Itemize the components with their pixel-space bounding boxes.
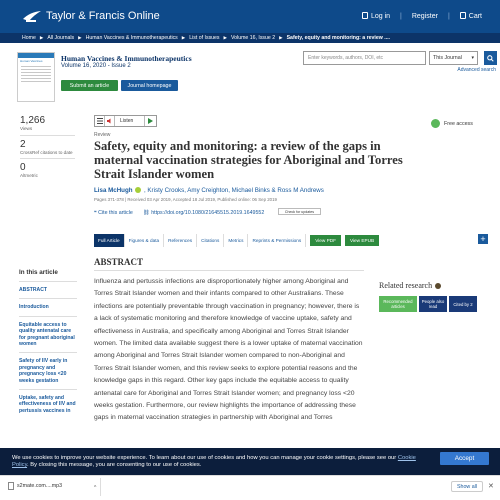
- journal-homepage-button[interactable]: Journal homepage: [121, 80, 178, 91]
- view-epub-button[interactable]: View EPUB: [345, 235, 379, 246]
- article-outline: [19, 281, 77, 419]
- chevron-right-icon: ▶: [223, 35, 227, 40]
- publication-history: Pages 371-378 | Received 03 Apr 2019, Accepted 18 Jul 2019, Published online: 06 Sep 2019: [94, 197, 277, 202]
- breadcrumb-volume[interactable]: Volume 16, Issue 2: [231, 35, 276, 41]
- advanced-search-link[interactable]: Advanced search: [457, 67, 496, 73]
- quote-icon: ❝: [94, 210, 99, 216]
- chevron-right-icon: ▶: [39, 35, 44, 40]
- tab-recommended-articles[interactable]: Recommended articles: [379, 296, 417, 312]
- abstract-text: Influenza and pertussis infections are disproportionately higher among Aboriginal and Torres Strait Islander women and their infants compared to other Australians. These infections are potentially preventable through vaccination in pregnancy; however, there is a lack of systematic monitoring and therefore knowledge of vaccine uptake, safety and effectiveness in Australia, and specifically among Aboriginal and Torres Strait Islander women. The limited data available suggest there is a lower uptake of maternal vaccination among Aboriginal and Torres Strait Islander women compared to non-Aboriginal and Torres Strait Islander women, and this review seeks to explore potential reasons and the knowledge gaps in this regard. Other key gaps include the equitable access to quality antenatal care for Aboriginal and Torres Strait Islander women; and pregnancy loss <20 weeks gestation. Furthermore, our review highlights the importance of addressing these gaps in maternal vaccination strategies in partnership with Aboriginal and Torres: [94, 278, 363, 422]
- views-count: 1,266: [20, 115, 46, 126]
- outline-item-abstract[interactable]: ABSTRACT: [19, 281, 77, 298]
- brand-name: Taylor & Francis Online: [46, 10, 160, 22]
- outline-item-introduction[interactable]: Introduction: [19, 298, 77, 315]
- altmetric-label: Altmetric: [20, 173, 38, 178]
- outline-item-uptake-safety[interactable]: Uptake, safety and effectiveness of IIV and pertussis vaccines in: [19, 389, 77, 419]
- view-pdf-button[interactable]: View PDF: [310, 235, 341, 246]
- journal-cover-image[interactable]: [17, 52, 55, 102]
- in-this-article-heading: In this article: [19, 269, 58, 276]
- journal-title[interactable]: Human Vaccines & Immunotherapeutics: [61, 54, 192, 63]
- search-input[interactable]: Enter keywords, authors, DOI, etc: [303, 51, 426, 65]
- check-for-updates-badge[interactable]: Check for updates: [278, 208, 321, 215]
- unlock-icon: [431, 119, 440, 128]
- cart-link[interactable]: Cart: [460, 12, 482, 20]
- download-bar: [0, 475, 500, 500]
- breadcrumb: [0, 33, 500, 43]
- listen-widget[interactable]: [94, 115, 157, 127]
- article-metrics: [20, 115, 80, 182]
- chevron-right-icon: ▶: [181, 35, 186, 40]
- search-icon: [487, 55, 494, 62]
- file-icon: [8, 482, 14, 490]
- cite-article-link[interactable]: ❝ Cite this article: [94, 210, 133, 216]
- article-title: Safety, equity and monitoring: a review of the gaps in maternal vaccination strategies for Aboriginal and Torres Strait Islander women: [94, 139, 403, 181]
- info-icon[interactable]: [435, 283, 441, 289]
- chevron-right-icon: ▶: [279, 35, 283, 40]
- submit-article-button[interactable]: Submit an article: [61, 80, 118, 91]
- search-scope-select[interactable]: This Journal ▾: [429, 51, 478, 65]
- speaker-icon[interactable]: [105, 116, 115, 126]
- tab-people-also-read[interactable]: People also read: [419, 296, 447, 312]
- register-link[interactable]: Register: [411, 12, 438, 20]
- cookie-message: We use cookies to improve your website experience. To learn about our use of cookies and how you can manage your cookie settings, please see our Cookie Policy. By closing this message, you are consenting to our use of cookies.: [12, 455, 416, 468]
- doi-link[interactable]: ⛓ https://doi.org/10.1080/21645515.2019.1649552: [143, 210, 265, 216]
- article-tabs: [94, 234, 379, 247]
- tab-citations[interactable]: Citations: [197, 234, 224, 247]
- download-item[interactable]: [8, 482, 62, 490]
- free-access-badge: Free access: [431, 119, 473, 128]
- brand-logo[interactable]: [22, 9, 160, 23]
- cookie-policy-link[interactable]: Cookie Policy: [12, 455, 416, 468]
- tab-reprints[interactable]: Reprints & Permissions: [248, 234, 306, 247]
- views-label: Views: [20, 126, 33, 131]
- cover-lettering: Human Vaccines: [20, 59, 43, 63]
- breadcrumb-home[interactable]: Home: [22, 35, 36, 41]
- article-type: Review: [94, 132, 111, 138]
- menu-icon[interactable]: [95, 116, 105, 126]
- breadcrumb-issues[interactable]: List of Issues: [189, 35, 220, 41]
- author-lead[interactable]: Lisa McHugh: [94, 187, 133, 194]
- tab-references[interactable]: References: [164, 234, 197, 247]
- tab-full-article[interactable]: Full Article: [94, 234, 125, 247]
- separator: |: [400, 12, 402, 20]
- related-research-heading: Related research: [379, 281, 441, 290]
- altmetric-count: 0: [20, 162, 26, 173]
- lamp-logo-icon: [22, 9, 42, 23]
- journal-volume[interactable]: Volume 16, 2020 - Issue 2: [61, 63, 131, 69]
- related-tabs: [379, 296, 477, 312]
- download-filename: s2mate.com....mp3: [17, 483, 63, 489]
- outline-item-safety-iiv[interactable]: Safety of IIV early in pregnancy and pregnancy loss <20 weeks gestation: [19, 352, 77, 389]
- chevron-right-icon: ▶: [78, 35, 82, 40]
- cookie-banner: [0, 448, 500, 475]
- author-others[interactable]: , Kristy Crooks, Amy Creighton, Michael Binks & Ross M Andrews: [143, 187, 324, 194]
- separator: |: [447, 12, 450, 20]
- abstract-heading: ABSTRACT: [94, 257, 144, 267]
- tab-metrics[interactable]: Metrics: [224, 234, 248, 247]
- breadcrumb-all-journals[interactable]: All Journals: [47, 35, 75, 41]
- plus-icon[interactable]: +: [478, 234, 488, 244]
- cart-icon: [460, 12, 466, 19]
- show-all-downloads-button[interactable]: Show all: [451, 481, 483, 492]
- citations-count: 2: [20, 138, 26, 150]
- user-icon: [362, 12, 368, 19]
- author-list: [94, 187, 324, 194]
- listen-label: Listen: [120, 118, 134, 124]
- tab-cited-by[interactable]: Cited by 2: [449, 296, 477, 312]
- search-button[interactable]: [484, 51, 497, 65]
- link-icon: ⛓: [143, 210, 152, 216]
- citations-label: CrossRef citations to date: [20, 149, 73, 155]
- orcid-icon[interactable]: [135, 187, 141, 193]
- breadcrumb-journal[interactable]: Human Vaccines & Immunotherapeutics: [85, 35, 178, 41]
- chevron-up-icon[interactable]: ^: [94, 485, 97, 491]
- chevron-down-icon: ▾: [471, 55, 474, 61]
- close-icon[interactable]: ✕: [488, 483, 494, 490]
- tab-figures[interactable]: Figures & data: [125, 234, 165, 247]
- site-header: [0, 0, 500, 33]
- accept-cookies-button[interactable]: Accept: [440, 452, 489, 465]
- breadcrumb-current: Safety, equity and monitoring: a review ....: [286, 35, 390, 41]
- play-icon[interactable]: [144, 116, 156, 126]
- outline-item-equitable-access[interactable]: Equitable access to quality antenatal care for pregnant aboriginal women: [19, 316, 77, 353]
- login-link[interactable]: Log in: [362, 12, 390, 20]
